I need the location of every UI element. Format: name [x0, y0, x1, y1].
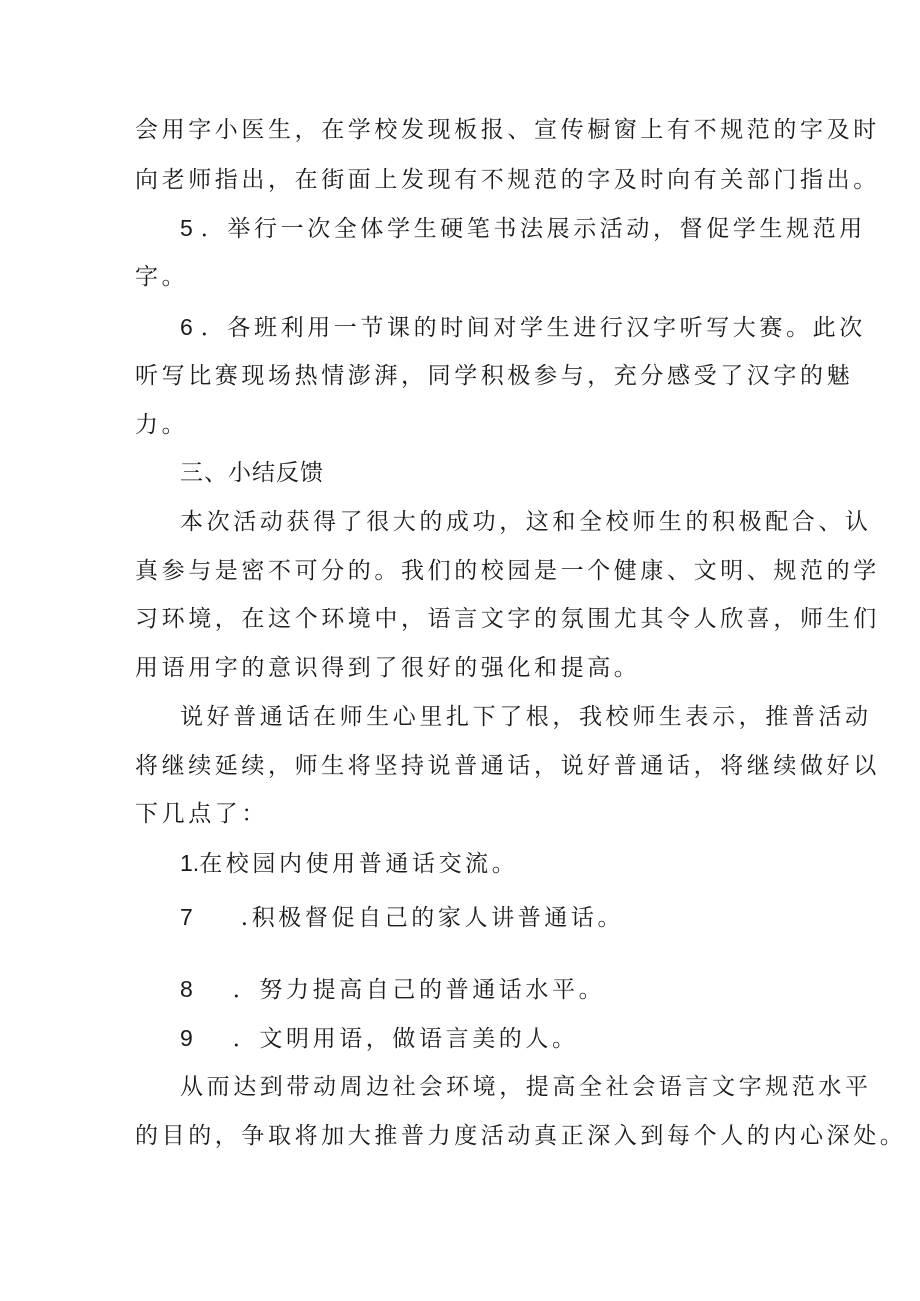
list-item-7: [180, 902, 624, 933]
paragraph-line: 力。: [135, 412, 189, 438]
paragraph-line: 说好普通话在师生心里扎下了根，我校师生表示，推普活动: [180, 704, 872, 730]
paragraph-line: 用语用字的意识得到了很好的强化和提高。: [135, 655, 641, 681]
list-text: ．举行一次全体学生硬笔书法展示活动，督促学生规范用: [200, 216, 866, 242]
paragraph-line: 真参与是密不可分的。我们的校园是一个健康、文明、规范的学: [135, 558, 880, 584]
list-item-1: [180, 848, 518, 879]
list-item-8: [180, 974, 605, 1005]
paragraph-line: 向老师指出，在街面上发现有不规范的字及时向有关部门指出。: [135, 167, 880, 193]
paragraph-line: 听写比赛现场热情澎湃，同学积极参与，充分感受了汉字的魅: [135, 363, 854, 389]
list-number: 6: [180, 314, 193, 340]
paragraph-line: 将继续延续，师生将坚持说普通话，说好普通话，将继续做好以: [135, 753, 880, 779]
paragraph-line: 会用字小医生，在学校发现板报、宣传橱窗上有不规范的字及时: [135, 117, 880, 143]
list-text: .积极督促自己的家人讲普通话。: [240, 905, 625, 931]
list-text: ．各班利用一节课的时间对学生进行汉字听写大赛。此次: [200, 315, 866, 341]
list-number: 9: [180, 1025, 193, 1051]
list-text: 在校园内使用普通话交流。: [199, 851, 519, 877]
list-item-5: [180, 213, 866, 244]
paragraph-line: 的目的，争取将加大推普力度活动真正深入到每个人的内心深处。: [135, 1123, 907, 1149]
paragraph-line: 下几点了：: [135, 801, 268, 827]
list-text: ．文明用语，做语言美的人。: [232, 1026, 579, 1052]
list-text: ．努力提高自己的普通话水平。: [232, 977, 606, 1003]
paragraph-line: 从而达到带动周边社会环境，提高全社会语言文字规范水平: [180, 1074, 872, 1100]
section-heading: 三、小结反馈: [180, 460, 324, 486]
paragraph-line: 本次活动获得了很大的成功，这和全校师生的积极配合、认: [180, 509, 872, 535]
paragraph-line: 字。: [135, 264, 189, 290]
list-number: 1.: [180, 850, 200, 876]
list-number: 8: [180, 976, 193, 1002]
list-number: 5: [180, 215, 193, 241]
list-number: 7: [180, 904, 193, 930]
list-item-9: [180, 1023, 579, 1054]
list-item-6: [180, 312, 866, 343]
paragraph-line: 习环境，在这个环境中，语言文字的氛围尤其令人欣喜，师生们: [135, 606, 880, 632]
